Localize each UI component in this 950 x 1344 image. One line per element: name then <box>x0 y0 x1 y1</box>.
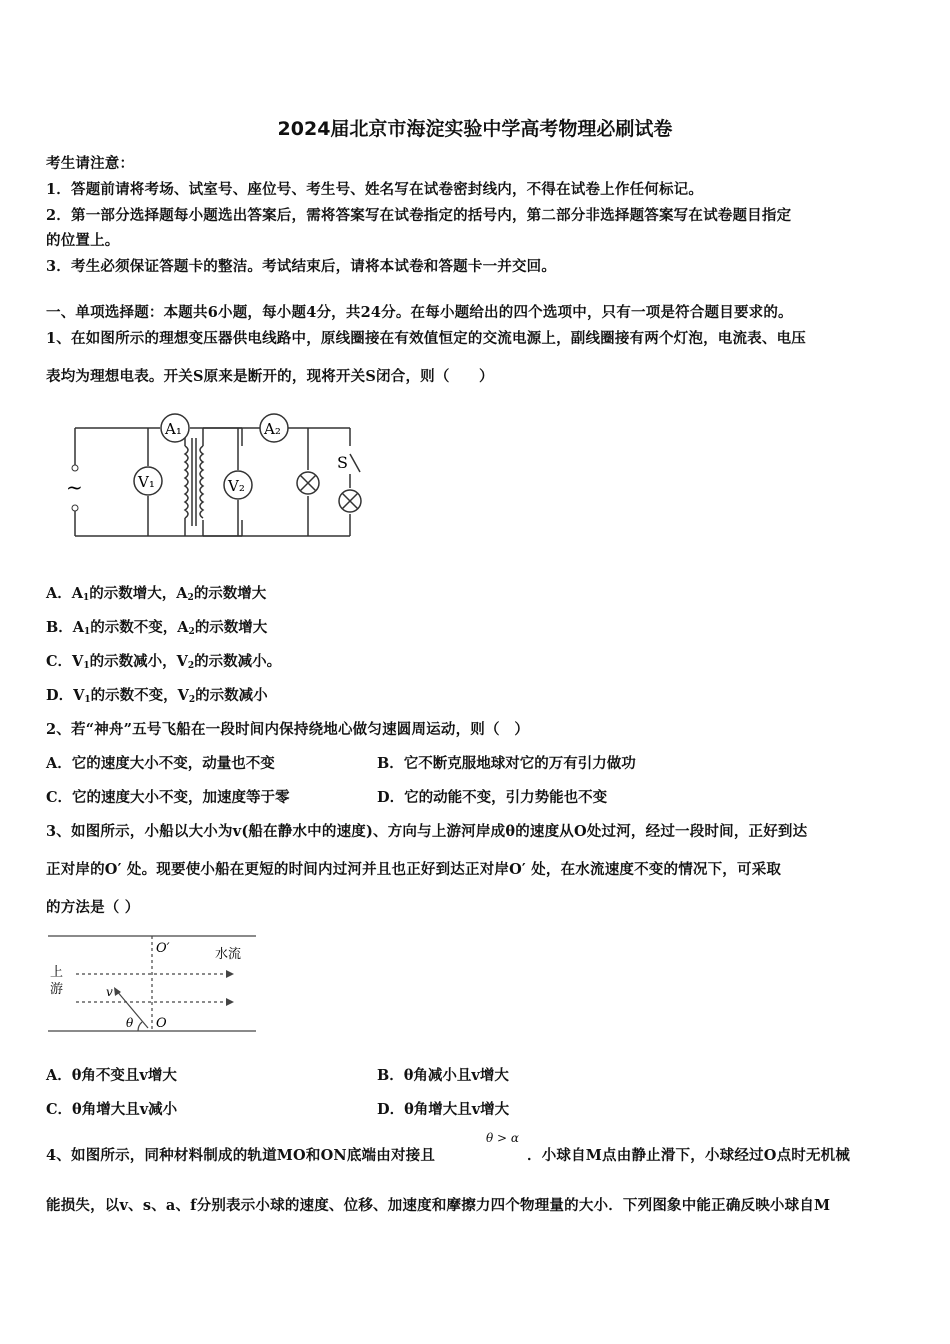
ac-source-symbol: ~ <box>66 475 83 499</box>
page-title: 2024届北京市海淀实验中学高考物理必刷试卷 <box>277 118 673 140</box>
q1-option-d: D．$V_1$的示数不变，$V_2$的示数减小 <box>46 687 268 705</box>
q4-stem-line: 能损失，以v、s、a、f分别表示小球的速度、位移、加速度和摩擦力四个物理量的大小．下列图象中能正确反映小球自M <box>46 1197 831 1214</box>
transformer-circuit-figure <box>60 408 380 548</box>
q3-option-c: C．θ角增大且v减小 <box>46 1101 178 1118</box>
q3-option-b: B．θ角减小且v增大 <box>377 1067 509 1084</box>
q2-option-b: B．它不断克服地球对它的万有引力做功 <box>377 755 636 772</box>
q2-stem: 2、若“神舟”五号飞船在一段时间内保持绕地心做匀速圆周运动，则（ ） <box>46 721 530 738</box>
upstream-label: 游 <box>50 982 64 997</box>
water-flow-label: 水流 <box>215 947 242 962</box>
notice-item: 的位置上。 <box>46 232 120 249</box>
notice-item: 2．第一部分选择题每小题选出答案后，需将答案写在试卷指定的括号内，第二部分非选择题答案写在试卷题目指定 <box>46 207 792 224</box>
q2-option-a: A．它的速度大小不变，动量也不变 <box>46 755 275 772</box>
q1-option-b: B．$A_1$的示数不变，$A_2$的示数增大 <box>46 619 268 637</box>
o-prime-label: O′ <box>156 941 170 956</box>
q1-stem-line: 表均为理想电表。开关S原来是断开的，现将开关S闭合，则（ ） <box>46 368 494 385</box>
q1-option-a: A．$A_1$的示数增大，$A_2$的示数增大 <box>46 585 267 603</box>
q3-option-d: D．θ角增大且v增大 <box>377 1101 510 1118</box>
q3-stem-line: 正对岸的O′ 处。现要使小船在更短的时间内过河并且也正好到达正对岸O′ 处，在水流速度不变的情况下，可采取 <box>46 861 782 878</box>
q3-stem-line: 3、如图所示，小船以大小为v(船在静水中的速度)、方向与上游河岸成θ的速度从O处过河，经过一段时间，正好到达 <box>46 823 808 840</box>
q1-stem-line: 1、在如图所示的理想变压器供电线路中，原线圈接在有效值恒定的交流电源上，副线圈接有两个灯泡，电流表、电压 <box>46 330 806 347</box>
velocity-label: v <box>106 985 113 999</box>
ammeter-a2-label: A₂ <box>264 420 281 438</box>
section-heading: 一、单项选择题：本题共6小题，每小题4分，共24分。在每小题给出的四个选项中，只有一项是符合题目要求的。 <box>46 304 793 321</box>
ammeter-a1-label: A₁ <box>165 420 182 438</box>
q4-stem-line: ．小球自M点由静止滑下，小球经过O点时无机械 <box>527 1147 851 1164</box>
q4-stem-line: 4、如图所示，同种材料制成的轨道MO和ON底端由对接且 <box>46 1147 436 1164</box>
q2-option-d: D．它的动能不变，引力势能也不变 <box>377 789 608 806</box>
voltmeter-v1-label: V₁ <box>138 473 155 491</box>
switch-label: S <box>337 453 348 472</box>
q2-option-c: C．它的速度大小不变，加速度等于零 <box>46 789 290 806</box>
q3-stem-line: 的方法是（ ） <box>46 899 140 916</box>
q4-angle-condition: θ > α <box>486 1131 520 1145</box>
notice-heading: 考生请注意： <box>46 155 135 172</box>
voltmeter-v2-label: V₂ <box>228 477 245 495</box>
q3-option-a: A．θ角不变且v增大 <box>46 1067 177 1084</box>
notice-item: 3．考生必须保证答题卡的整洁。考试结束后，请将本试卷和答题卡一并交回。 <box>46 258 557 275</box>
theta-label: θ <box>126 1016 134 1030</box>
q1-option-c: C．$V_1$的示数减小，$V_2$的示数减小。 <box>46 653 282 671</box>
upstream-label: 上 <box>50 965 64 980</box>
notice-item: 1．答题前请将考场、试室号、座位号、考生号、姓名写在试卷密封线内，不得在试卷上作任何标记。 <box>46 181 704 198</box>
river-crossing-figure <box>44 930 264 1035</box>
o-label: O <box>156 1016 167 1031</box>
